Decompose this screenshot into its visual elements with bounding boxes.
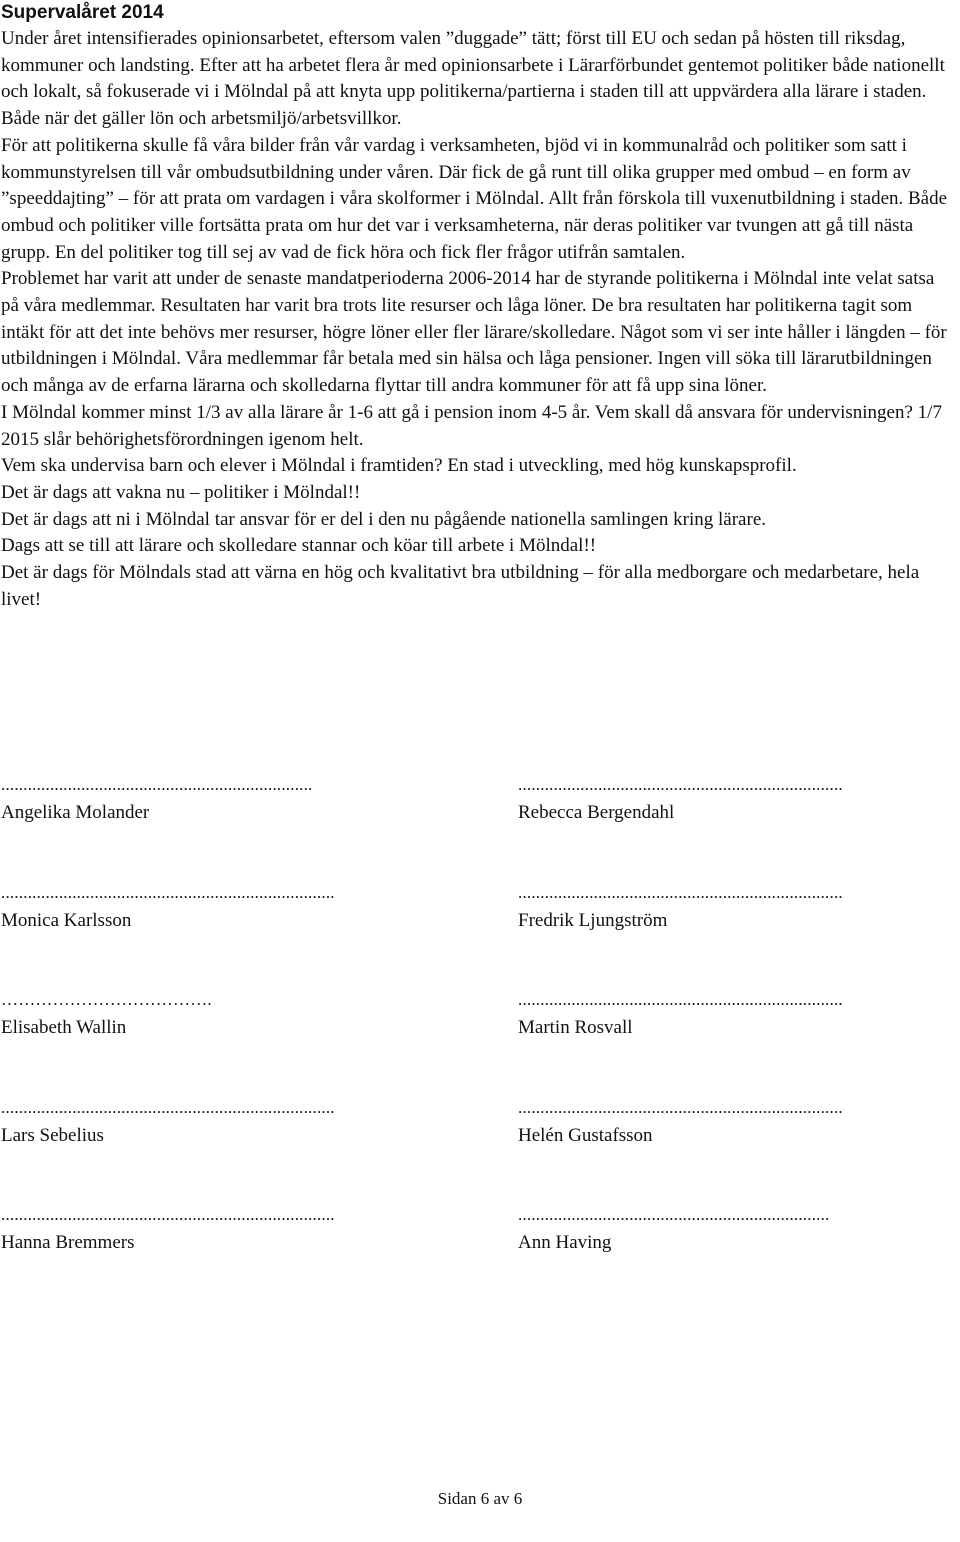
signature (518, 880, 898, 936)
signature-line: ......................................................................... (518, 882, 843, 902)
paragraph: I Mölndal kommer minst 1/3 av alla lärare år 1-6 att gå i pension inom 4-5 år. Vem skall då ansvara för undervisningen? 1/7 2015 slår behörighetsförordningen igenom helt. (1, 401, 942, 450)
paragraph: Vem ska undervisa barn och elever i Mölndal i framtiden? En stad i utveckling, med hög kunskapsprofil. (1, 455, 797, 477)
signature-line: ......................................................................... (518, 990, 843, 1009)
signature (518, 772, 898, 828)
signatory-name: Ann Having (518, 1232, 612, 1253)
paragraph: Det är dags att ni i Mölndal tar ansvar för er del i den nu pågående nationella samlingen kring lärare. (1, 508, 767, 530)
signature-line: ...................................................................... (518, 1205, 830, 1224)
signature-line: ........................................................................... (1, 882, 335, 902)
signatory-name: Angelika Molander (1, 802, 150, 823)
signature-line: ........................................................................... (1, 1097, 335, 1117)
signature (1, 772, 381, 828)
signature-line: ………………………………. (1, 990, 212, 1009)
signature (1, 880, 381, 936)
signatory-name: Elisabeth Wallin (1, 1017, 127, 1038)
signature (518, 1202, 898, 1258)
signature-line: ........................................................................... (1, 1205, 335, 1224)
signature-row (1, 1095, 901, 1203)
signature (1, 987, 381, 1043)
signatory-name: Hanna Bremmers (1, 1232, 135, 1253)
paragraph: Problemet har varit att under de senaste mandatperioderna 2006-2014 har de styrande politikerna i Mölndal inte velat satsa på våra medlemmar. Resultaten har varit bra trots lite resurser och låga löner. De bra resultaten har politikerna tagit som intäkt för att det inte behövs mer resurser, högre löner eller fler lärare/skolledare. Något som vi ser inte håller i längden – för utbildningen i Mölndal. Våra medlemmar får betala med sin hälsa och låga pensioner. Ingen vill söka till lärarutbildningen och många av de erfarna lärarna och skolledarna flyttar till andra kommuner för att få upp sina löner. (1, 268, 947, 397)
signatory-name: Fredrik Ljungström (518, 909, 668, 931)
paragraph: Under året intensifierades opinionsarbetet, eftersom valen ”duggade” tätt; först till EU och sedan på hösten till riksdag, kommuner och landsting. Efter att ha arbetet flera år med opinionsarbete i Lärarförbundet gentemot politiker både nationellt och lokalt, så fokuserade vi i Mölndal på att knyta upp politikerna/partierna i staden till att uppvärdera alla lärare i staden. Både när det gäller lön och arbetsmiljö/arbetsvillkor. (1, 28, 945, 130)
signature-row (1, 987, 901, 1095)
signatory-name: Martin Rosvall (518, 1017, 633, 1038)
signature-line: ...................................................................... (1, 775, 313, 794)
paragraph: Det är dags att vakna nu – politiker i Mölndal!! (1, 481, 361, 503)
signature-row (1, 880, 901, 988)
signature-row (1, 1202, 901, 1310)
signature-line: ......................................................................... (518, 1097, 843, 1117)
signature-line: ......................................................................... (518, 775, 843, 794)
paragraph: För att politikerna skulle få våra bilder från vår vardag i verksamheten, bjöd vi in kommunalråd och politiker som satt i kommunstyrelsen till vår ombudsutbildning under våren. Där fick de gå runt till olika grupper med ombud – en form av ”speeddajting” – för att prata om vardagen i våra skolformer i Mölndal. Allt från förskola till vuxenutbildning i staden. Både ombud och politiker ville fortsätta prata om hur det var i verksamheterna, när deras politiker var tvungen att gå till nästa grupp. En del politiker tog till sej av vad de fick höra och fick fler frågor utifrån samtalen. (1, 134, 948, 263)
signatory-name: Lars Sebelius (1, 1124, 104, 1146)
signature (1, 1202, 381, 1258)
document-body (1, 26, 957, 613)
signature (518, 987, 898, 1043)
document-heading: Supervalåret 2014 (1, 2, 164, 23)
signature (518, 1095, 898, 1151)
signature (1, 1095, 381, 1151)
page-number: Sidan 6 av 6 (437, 1489, 523, 1508)
signature-block (1, 772, 901, 1310)
signatory-name: Monica Karlsson (1, 909, 132, 931)
signatory-name: Helén Gustafsson (518, 1124, 653, 1146)
signature-row (1, 772, 901, 880)
signatory-name: Rebecca Bergendahl (518, 802, 675, 823)
paragraph: Det är dags för Mölndals stad att värna en hög och kvalitativt bra utbildning – för alla medborgare och medarbetare, hela livet! (1, 562, 920, 610)
paragraph: Dags att se till att lärare och skolledare stannar och köar till arbete i Mölndal!! (1, 535, 597, 557)
